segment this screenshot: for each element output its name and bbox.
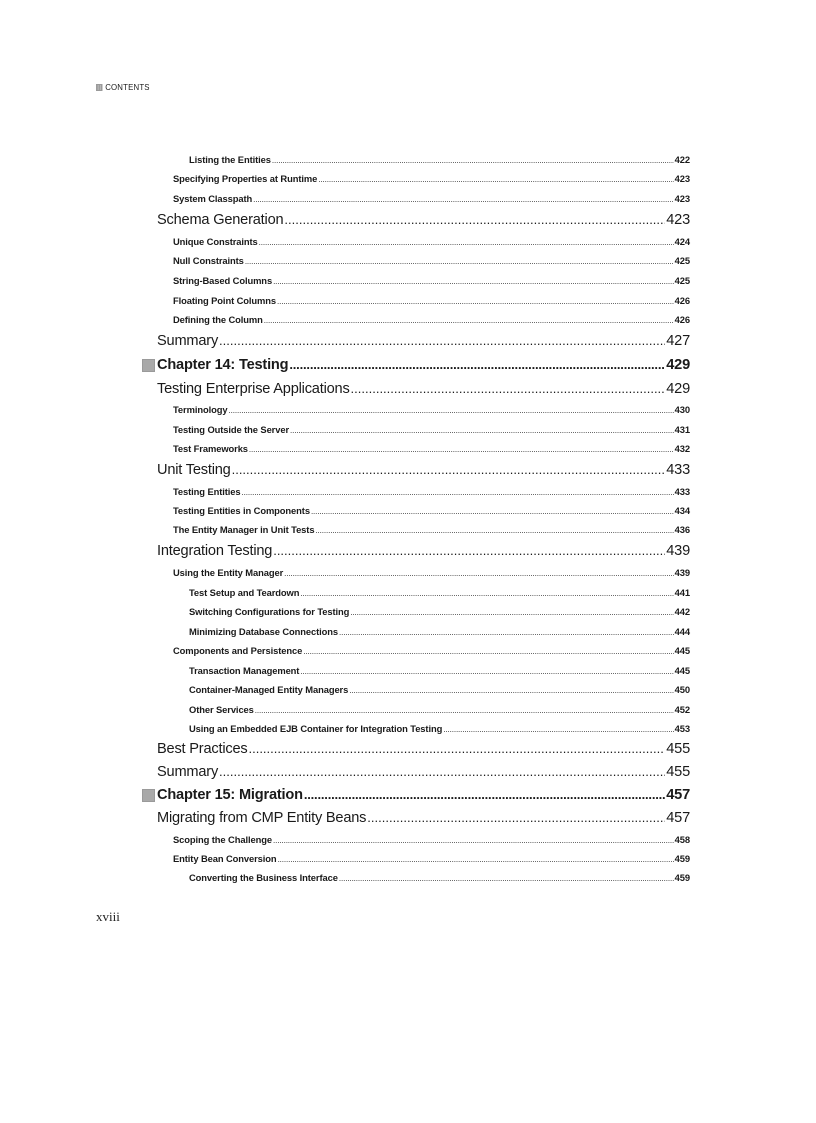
- toc-entry-title: System Classpath: [173, 193, 253, 204]
- toc-entry-title: Integration Testing: [157, 543, 273, 559]
- dot-leader: [242, 488, 674, 497]
- toc-entry[interactable]: [173, 314, 690, 325]
- dot-leader: [290, 426, 674, 435]
- toc-entry-page: 431: [674, 424, 690, 435]
- toc-entry-title: Minimizing Database Connections: [189, 626, 339, 637]
- toc-entry[interactable]: [173, 173, 690, 184]
- toc-entry-title: Terminology: [173, 404, 228, 415]
- toc-entry-title: Components and Persistence: [173, 645, 303, 656]
- dot-leader: [219, 333, 665, 348]
- dot-leader: [367, 810, 665, 825]
- running-header: [96, 82, 150, 92]
- toc-entry-page: 445: [674, 665, 690, 676]
- dot-leader: [304, 787, 665, 802]
- toc-entry[interactable]: [173, 193, 690, 204]
- toc-entry[interactable]: [157, 810, 690, 826]
- dot-leader: [249, 445, 674, 454]
- toc-entry-title: Specifying Properties at Runtime: [173, 173, 318, 184]
- toc-entry-page: 459: [674, 853, 690, 864]
- toc-entry[interactable]: [157, 381, 690, 397]
- toc-entry-page: 441: [674, 587, 690, 598]
- toc-entry-title: Switching Configurations for Testing: [189, 606, 350, 617]
- toc-entry-page: 426: [674, 295, 690, 306]
- toc-entry-page: 455: [666, 741, 690, 757]
- toc-entry-page: 444: [674, 626, 690, 637]
- toc-entry[interactable]: [189, 684, 690, 695]
- toc-entry[interactable]: [189, 723, 690, 734]
- toc-entry[interactable]: [173, 567, 690, 578]
- toc-entry-page: 430: [674, 404, 690, 415]
- toc-entry-page: 427: [666, 333, 690, 349]
- dot-leader: [289, 357, 665, 372]
- dot-leader: [228, 406, 673, 415]
- toc-entry-page: 442: [674, 606, 690, 617]
- toc-entry-title: Testing Enterprise Applications: [157, 381, 350, 397]
- toc-entry-title: Transaction Management: [189, 665, 300, 676]
- square-icon: [96, 84, 102, 91]
- dot-leader: [443, 725, 673, 734]
- toc-entry-page: 439: [666, 543, 690, 559]
- toc-entry[interactable]: [173, 443, 690, 454]
- square-icon: [142, 789, 155, 802]
- toc-entry[interactable]: [189, 587, 690, 598]
- toc-entry-page: 426: [674, 314, 690, 325]
- toc-entry-page: 445: [674, 645, 690, 656]
- dot-leader: [273, 543, 665, 558]
- toc-entry[interactable]: [173, 834, 690, 845]
- dot-leader: [284, 569, 674, 578]
- dot-leader: [264, 316, 674, 325]
- dot-leader: [350, 608, 673, 617]
- toc-entry[interactable]: [173, 424, 690, 435]
- toc-entry[interactable]: [173, 275, 690, 286]
- dot-leader: [272, 156, 674, 165]
- toc-entry-title: Other Services: [189, 704, 254, 715]
- toc-entry-title: Unique Constraints: [173, 236, 258, 247]
- toc-entry[interactable]: [173, 505, 690, 516]
- toc-entry-page: 455: [666, 764, 690, 780]
- toc-entry-title: Using an Embedded EJB Container for Integration Testing: [189, 723, 443, 734]
- toc-entry[interactable]: [173, 486, 690, 497]
- toc-entry-title: Chapter 15: Migration: [157, 787, 303, 803]
- toc-entry-title: Test Setup and Teardown: [189, 587, 300, 598]
- toc-chapter-entry[interactable]: [142, 787, 690, 803]
- dot-leader: [315, 526, 673, 535]
- toc-entry[interactable]: [173, 853, 690, 864]
- toc-entry-title: Converting the Business Interface: [189, 872, 338, 883]
- toc-entry[interactable]: [189, 872, 690, 883]
- toc-entry[interactable]: [189, 704, 690, 715]
- toc-entry-title: Summary: [157, 764, 219, 780]
- dot-leader: [339, 874, 674, 883]
- toc-entry-page: 433: [674, 486, 690, 497]
- toc-entry-title: Null Constraints: [173, 255, 244, 266]
- dot-leader: [232, 462, 666, 477]
- toc-entry[interactable]: [157, 741, 690, 757]
- toc-entry-title: Entity Bean Conversion: [173, 853, 277, 864]
- dot-leader: [273, 836, 674, 845]
- toc-entry[interactable]: [189, 626, 690, 637]
- toc-entry[interactable]: [157, 333, 690, 349]
- toc-entry[interactable]: [189, 154, 690, 165]
- toc-entry-title: Chapter 14: Testing: [157, 357, 289, 373]
- dot-leader: [259, 238, 674, 247]
- dot-leader: [245, 257, 674, 266]
- toc-entry-title: Testing Entities in Components: [173, 505, 310, 516]
- toc-entry[interactable]: [173, 236, 690, 247]
- dot-leader: [248, 741, 665, 756]
- toc-entry-page: 450: [674, 684, 690, 695]
- toc-entry-page: 436: [674, 524, 690, 535]
- toc-entry-title: Test Frameworks: [173, 443, 248, 454]
- dot-leader: [300, 667, 673, 676]
- toc-entry-page: 439: [674, 567, 690, 578]
- dot-leader: [311, 507, 674, 516]
- toc-entry[interactable]: [157, 764, 690, 780]
- toc-entry-title: Listing the Entities: [189, 154, 271, 165]
- toc-entry-title: String-Based Columns: [173, 275, 273, 286]
- dot-leader: [351, 381, 666, 396]
- dot-leader: [303, 647, 673, 656]
- toc-entry[interactable]: [173, 255, 690, 266]
- dot-leader: [278, 855, 674, 864]
- toc-entry-title: Unit Testing: [157, 462, 231, 478]
- toc-entry-page: 432: [674, 443, 690, 454]
- toc-entry[interactable]: [157, 212, 690, 228]
- toc-entry-page: 452: [674, 704, 690, 715]
- running-header-label: CONTENTS: [105, 82, 150, 92]
- toc-entry-page: 423: [666, 212, 690, 228]
- toc-entry[interactable]: [189, 606, 690, 617]
- toc-entry-title: Testing Entities: [173, 486, 241, 497]
- toc-entry-page: 459: [674, 872, 690, 883]
- toc-entry[interactable]: [173, 645, 690, 656]
- toc-entry-title: Container-Managed Entity Managers: [189, 684, 349, 695]
- dot-leader: [300, 589, 673, 598]
- toc-entry-title: Schema Generation: [157, 212, 284, 228]
- toc-entry-title: Using the Entity Manager: [173, 567, 284, 578]
- toc-entry-title: Scoping the Challenge: [173, 834, 272, 845]
- dot-leader: [349, 686, 673, 695]
- toc-entry-page: 429: [666, 357, 690, 373]
- toc-entry-page: 457: [666, 810, 690, 826]
- toc-entry-page: 453: [674, 723, 690, 734]
- toc-entry[interactable]: [173, 404, 690, 415]
- toc-entry-title: Testing Outside the Server: [173, 424, 290, 435]
- toc-entry-title: Migrating from CMP Entity Beans: [157, 810, 367, 826]
- toc-entry-page: 422: [674, 154, 690, 165]
- toc-entry[interactable]: [173, 295, 690, 306]
- toc-entry-page: 423: [674, 193, 690, 204]
- toc-entry[interactable]: [189, 665, 690, 676]
- dot-leader: [284, 212, 665, 227]
- toc-entry-title: Defining the Column: [173, 314, 263, 325]
- toc-entry-title: The Entity Manager in Unit Tests: [173, 524, 315, 535]
- toc-entry-title: Summary: [157, 333, 219, 349]
- toc-entry[interactable]: [157, 462, 690, 478]
- dot-leader: [273, 277, 674, 286]
- dot-leader: [255, 706, 674, 715]
- square-icon: [142, 359, 155, 372]
- toc-entry-title: Floating Point Columns: [173, 295, 276, 306]
- dot-leader: [253, 195, 673, 204]
- dot-leader: [219, 764, 665, 779]
- page-number: xviii: [96, 909, 120, 924]
- toc-entry-page: 425: [674, 255, 690, 266]
- toc-entry-page: 458: [674, 834, 690, 845]
- toc-chapter-entry[interactable]: [142, 357, 690, 373]
- toc-entry-page: 434: [674, 505, 690, 516]
- toc-entry-title: Best Practices: [157, 741, 248, 757]
- toc-entry-page: 425: [674, 275, 690, 286]
- toc-entry[interactable]: [157, 543, 690, 559]
- dot-leader: [318, 175, 673, 184]
- dot-leader: [277, 297, 674, 306]
- toc-entry-page: 429: [666, 381, 690, 397]
- toc-entry[interactable]: [173, 524, 690, 535]
- toc-entry-page: 424: [674, 236, 690, 247]
- dot-leader: [339, 628, 674, 637]
- toc-entry-page: 433: [666, 462, 690, 478]
- toc-entry-page: 423: [674, 173, 690, 184]
- toc-entry-page: 457: [666, 787, 690, 803]
